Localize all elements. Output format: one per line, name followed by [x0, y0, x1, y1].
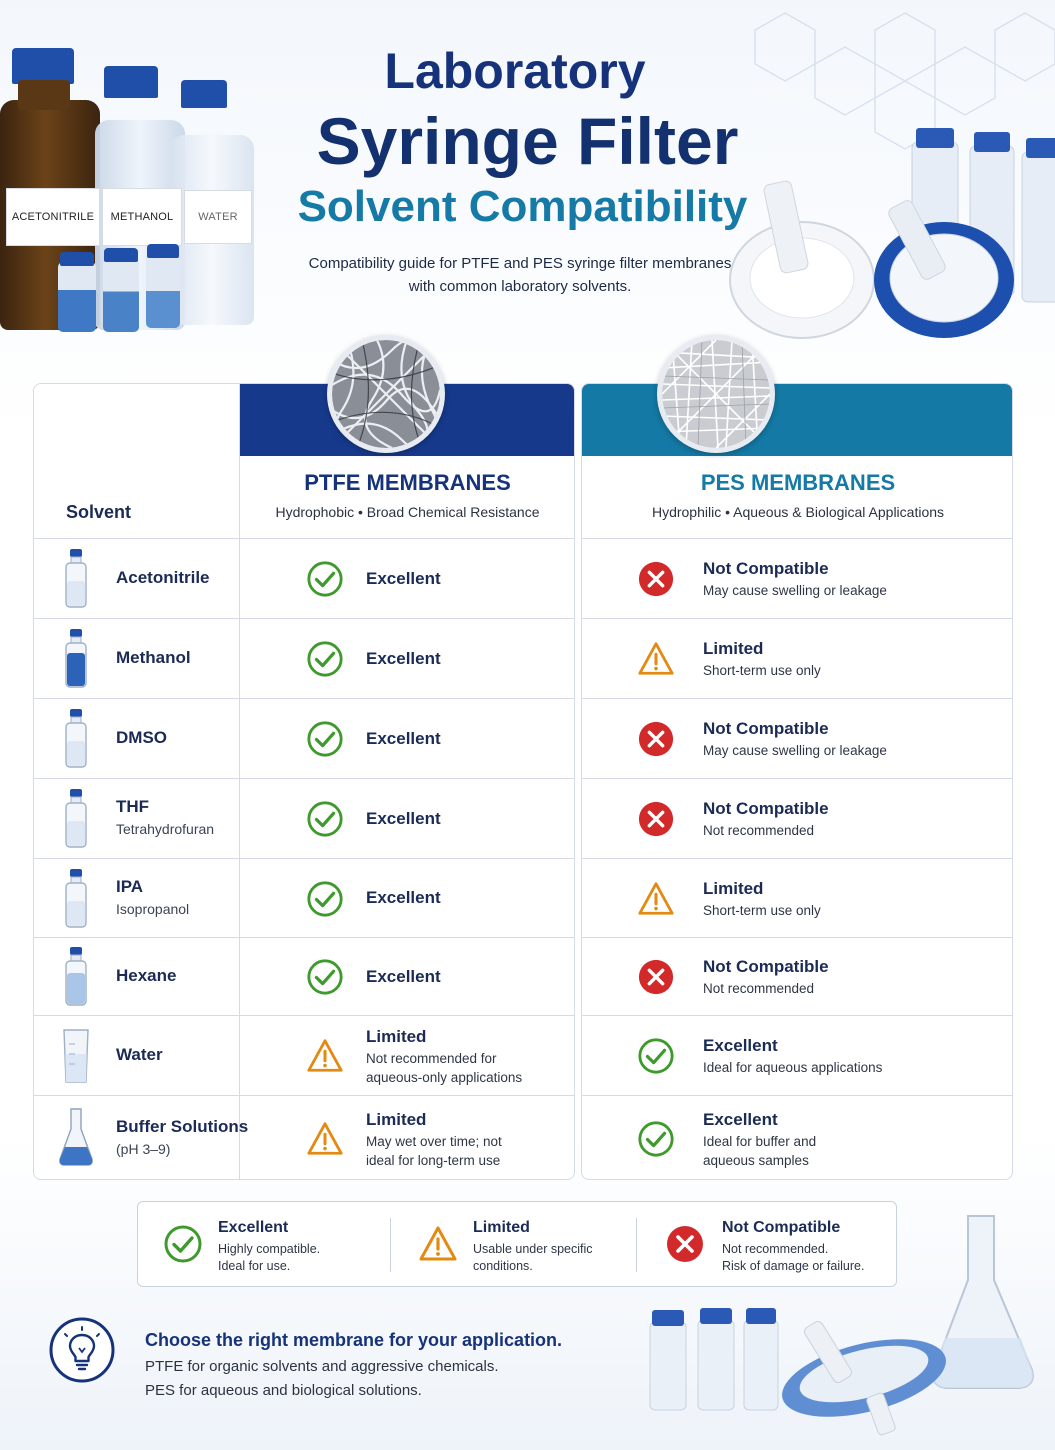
solvent-name: IPA: [116, 876, 144, 896]
solvent-subname: (pH 3–9): [116, 1141, 171, 1157]
ptfe-membrane-icon: [327, 335, 445, 453]
ptfe-status-note: Not recommended for: [366, 1050, 497, 1066]
subtitle: [300, 252, 740, 298]
legend-divider: [390, 1218, 391, 1272]
pes-status-note: aqueous samples: [703, 1152, 809, 1168]
x-circle-icon: [637, 958, 675, 996]
pes-status-note: Short-term use only: [703, 902, 821, 918]
warning-triangle-icon: [306, 1120, 344, 1158]
table-row: [34, 538, 575, 618]
vial-blue-icon: [61, 627, 91, 689]
table-row: [34, 618, 575, 698]
title-line-3: Solvent Compatibility: [297, 182, 748, 231]
solvent-subname: Tetrahydrofuran: [116, 821, 215, 837]
ptfe-column-subtitle: Hydrophobic • Broad Chemical Resistance: [275, 504, 540, 520]
ptfe-status-label: Excellent: [366, 888, 441, 907]
pes-membrane-icon: [657, 335, 775, 453]
table-row: [582, 858, 1013, 937]
warning-triangle-icon: [637, 640, 675, 678]
legend-not-line-1: Not recommended.: [722, 1242, 829, 1256]
table-row: [34, 1095, 575, 1180]
pes-header-bar: [582, 384, 1013, 456]
table-row: [582, 1095, 1013, 1180]
title-line-1: Laboratory: [384, 43, 646, 99]
footer-line-1: PTFE for organic solvents and aggressive chemicals.: [145, 1358, 499, 1375]
ptfe-panel: [33, 383, 575, 1180]
ptfe-status-note: May wet over time; not: [366, 1133, 502, 1149]
pes-status-label: Not Compatible: [703, 957, 829, 976]
warning-triangle-icon: [637, 880, 675, 918]
pes-status-note: Short-term use only: [703, 663, 821, 678]
check-circle-icon: [637, 1120, 675, 1158]
legend-divider: [636, 1218, 637, 1272]
ptfe-status-label: Excellent: [366, 648, 441, 668]
ptfe-status-label: Excellent: [366, 568, 441, 588]
pes-status-label: Limited: [703, 639, 764, 658]
check-circle-icon: [306, 800, 344, 838]
footer-line-2: PES for aqueous and biological solutions.: [145, 1382, 422, 1399]
lab-glassware-illustration: [640, 1210, 1055, 1450]
table-row: [34, 778, 575, 858]
pes-status-label: Not Compatible: [703, 559, 829, 578]
footer-title: Choose the right membrane for your application.: [145, 1330, 563, 1350]
ptfe-column-title: PTFE MEMBRANES: [304, 470, 511, 495]
solvent-subname: Isopropanol: [116, 900, 190, 917]
legend-limited-line-1: Usable under specific: [473, 1242, 593, 1256]
solvent-name: Methanol: [116, 648, 191, 667]
table-row: [582, 698, 1013, 778]
table-row: [582, 937, 1013, 1015]
title-line-2: Syringe Filter: [316, 104, 739, 178]
solvent-name: DMSO: [116, 728, 167, 747]
vial-clear-icon: [61, 707, 91, 769]
pes-status-note: Not recommended: [703, 981, 815, 996]
legend-not-title: Not Compatible: [722, 1219, 841, 1236]
bottle-label-water: WATER: [184, 190, 252, 244]
legend-limited: [393, 1202, 633, 1288]
ptfe-status-label: Limited: [366, 1109, 427, 1129]
pes-status-label: Excellent: [703, 1109, 778, 1129]
solvent-name: Hexane: [116, 966, 177, 985]
legend-excellent-desc: [218, 1241, 320, 1275]
check-circle-icon: [306, 560, 344, 598]
vial-light-blue-icon: [61, 945, 91, 1007]
pes-status-note: May cause swelling or leakage: [703, 743, 887, 758]
legend-not-line-2: Risk of damage or failure.: [722, 1259, 865, 1273]
table-row: [582, 1015, 1013, 1095]
legend-excellent-line-1: Highly compatible.: [218, 1242, 321, 1256]
solvent-name: Water: [116, 1045, 163, 1064]
check-circle-icon: [306, 880, 344, 918]
flask-icon: [58, 1107, 88, 1169]
ptfe-status-label: Excellent: [366, 728, 441, 748]
legend-excellent-title: Excellent: [218, 1219, 289, 1236]
legend-excellent-line-2: Ideal for use.: [218, 1259, 291, 1273]
pes-status-note: Ideal for aqueous applications: [703, 1060, 883, 1075]
pes-status-note: Not recommended: [703, 823, 815, 838]
warning-triangle-icon: [306, 1037, 344, 1075]
table-row: [34, 698, 575, 778]
table-row: [34, 1015, 575, 1095]
subtitle-line-2: with common laboratory solvents.: [408, 278, 632, 295]
solvent-name: Acetonitrile: [116, 568, 210, 587]
subtitle-line-1: Compatibility guide for PTFE and PES syringe filter membranes: [308, 255, 732, 272]
vial-clear-icon: [61, 867, 91, 929]
ptfe-status-note: aqueous-only applications: [366, 1069, 523, 1085]
pes-status-label: Limited: [703, 878, 764, 898]
check-circle-icon: [637, 1037, 675, 1075]
solvent-name: THF: [116, 797, 150, 816]
table-row: [582, 618, 1013, 698]
check-circle-icon: [306, 720, 344, 758]
legend-limited-title: Limited: [473, 1219, 530, 1236]
pes-column-subtitle: Hydrophilic • Aqueous & Biological Applications: [651, 504, 945, 520]
vial-clear-icon: [61, 787, 91, 849]
table-row: [582, 538, 1013, 618]
compatibility-table: [33, 383, 1013, 1180]
check-circle-icon: [163, 1224, 203, 1264]
legend-excellent: [138, 1202, 388, 1288]
legend-limited-desc: [473, 1241, 593, 1275]
pes-column-title: PES MEMBRANES: [700, 470, 896, 495]
pes-status-label: Not Compatible: [703, 719, 829, 738]
check-circle-icon: [306, 640, 344, 678]
pes-panel: [581, 383, 1013, 1180]
pes-status-label: Not Compatible: [703, 799, 829, 818]
legend-limited-line-2: conditions.: [473, 1259, 533, 1273]
table-row: [582, 778, 1013, 858]
check-circle-icon: [306, 958, 344, 996]
x-circle-icon: [637, 560, 675, 598]
vial-clear-icon: [61, 547, 91, 609]
bottle-label-methanol: METHANOL: [102, 188, 182, 246]
table-row: [34, 937, 575, 1015]
solvent-name: Buffer Solutions: [116, 1117, 249, 1136]
ptfe-status-label: Excellent: [366, 808, 441, 828]
x-circle-icon: [637, 800, 675, 838]
ptfe-status-label: Limited: [366, 1026, 427, 1046]
solvent-column-header: Solvent: [66, 502, 132, 522]
beaker-icon: [61, 1024, 91, 1086]
lightbulb-icon: [48, 1316, 116, 1384]
ptfe-status-note: ideal for long-term use: [366, 1152, 501, 1168]
pes-status-label: Excellent: [703, 1036, 778, 1055]
table-row: [34, 858, 575, 937]
bottle-label-acetonitrile: ACETONITRILE: [6, 188, 100, 246]
warning-triangle-icon: [418, 1224, 458, 1264]
ptfe-status-label: Excellent: [366, 966, 441, 986]
x-circle-icon: [637, 720, 675, 758]
pes-status-note: Ideal for buffer and: [703, 1133, 817, 1149]
pes-status-note: May cause swelling or leakage: [703, 583, 887, 598]
